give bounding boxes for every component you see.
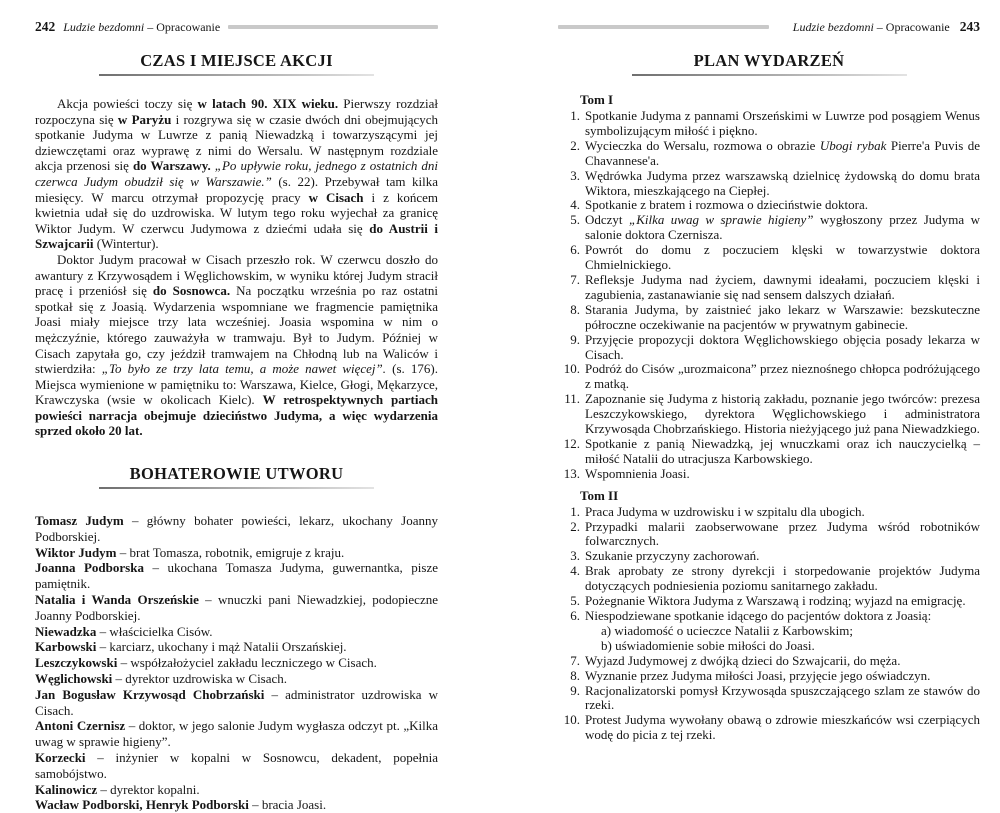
- character-item: [35, 687, 438, 719]
- text-run: W retrospektywnych partiach powieści narracja obejmuje dzieciństwo Judyma, a więc wydarzenia sprzed około 20 lat.: [35, 392, 438, 439]
- header-rule-left: [228, 25, 438, 29]
- plan-item: [558, 392, 980, 437]
- book-title-italic: Ludzie bezdomni: [792, 19, 874, 34]
- item-number: 7.: [570, 271, 580, 287]
- item-text: [585, 713, 980, 743]
- text-run: Korzecki: [35, 750, 86, 766]
- item-number: 6.: [570, 242, 580, 258]
- character-item: [35, 560, 438, 592]
- plan-item: [558, 713, 980, 743]
- paragraph: [35, 252, 438, 439]
- running-title-suffix: – Opracowanie: [873, 19, 950, 34]
- item-number: 9.: [570, 331, 580, 347]
- item-text: [585, 669, 980, 684]
- text-run: Powrót do domu z poczuciem klęski w towarzystwie doktora Chmielnickiego.: [585, 242, 980, 273]
- item-number: 12.: [563, 435, 580, 451]
- item-text-runs: [585, 466, 690, 481]
- item-text: [585, 333, 980, 363]
- character-item: [35, 782, 438, 798]
- item-text: [585, 505, 980, 520]
- plan-item: [558, 520, 980, 550]
- item-text-runs: [585, 712, 980, 742]
- text-run: Wycieczka do Wersalu, rozmowa o obrazie: [585, 137, 820, 153]
- text-run: Wędrówka Judyma przez warszawską dzielnicę żydowską do domu brata Wiktora, mieszkającego na Ciepłej.: [585, 167, 980, 198]
- plan-list-tom-2: [558, 505, 980, 744]
- character-item: [35, 718, 438, 750]
- text-run: Praca Judyma w uzdrowisku i w szpitalu dla ubogich.: [585, 503, 865, 519]
- item-text-runs: [585, 242, 980, 272]
- item-text-runs: [585, 436, 980, 466]
- character-item: [35, 655, 438, 671]
- running-head-right: [558, 20, 980, 34]
- text-run: Podróż do Cisów „urozmaicona” przez nieznośnego chłopca podróżującego z matką.: [585, 361, 980, 392]
- item-number: 2.: [570, 518, 580, 534]
- section-title-rule: [632, 74, 907, 76]
- plan-subitem: a) wiadomość o ucieczce Natalii z Karbowskim;: [601, 622, 853, 638]
- item-text-runs: [585, 668, 930, 683]
- item-number: 10.: [563, 361, 580, 377]
- page-right: [558, 20, 980, 743]
- item-text-runs: [585, 563, 980, 593]
- text-run: do Sosnowca.: [152, 283, 231, 299]
- plan-item: [558, 243, 980, 273]
- page-number-right: 243: [959, 19, 980, 34]
- item-text-runs: [585, 138, 980, 168]
- text-run: (Wintertur).: [93, 236, 159, 252]
- text-run: Wiktor Judym: [35, 544, 117, 560]
- text-run: (s. 22). Przebywał tam kilka miesięcy. W marcu otrzymał propozycję pracy: [35, 173, 438, 205]
- item-text: [585, 303, 980, 333]
- page-number-left: 242: [35, 19, 56, 34]
- plan-item: [558, 505, 980, 520]
- text-run: Leszczykowski: [35, 655, 118, 671]
- item-text-runs: [585, 519, 980, 549]
- plan-item: [558, 198, 980, 213]
- text-run: – dyrektor kopalni.: [97, 781, 200, 797]
- text-run: Węglichowski: [35, 671, 113, 687]
- text-run: do Warszawy.: [132, 158, 211, 174]
- text-run: Pierwszy rozdział rozpoczyna się: [35, 96, 438, 127]
- plan-item: [558, 169, 980, 199]
- section-title-czas-i-miejsce: CZAS I MIEJSCE AKCJI: [140, 51, 333, 70]
- text-run: Doktor Judym pracował w Cisach przeszło rok. W czerwcu doszło do awantury z Krzywosądem i Węglichowskim, w wyniku której Judym stracił pracę i przeniósł się: [35, 251, 438, 299]
- character-item: [35, 545, 438, 561]
- section-title-bohaterowie: BOHATEROWIE UTWORU: [129, 464, 344, 484]
- character-item: [35, 592, 438, 624]
- item-text-runs: [585, 302, 980, 332]
- item-number: 1.: [570, 108, 580, 123]
- item-number: 3.: [570, 167, 580, 183]
- plan-list-tom-1: [558, 109, 980, 482]
- plan-item: [558, 139, 980, 169]
- item-number: 11.: [564, 391, 580, 407]
- volume-label-tom-1: Tom I: [580, 92, 614, 107]
- item-number: 5.: [570, 593, 580, 609]
- section-paragraphs: [35, 96, 438, 439]
- text-run: do Austrii i Szwajcarii: [35, 220, 438, 252]
- section-title-rule: [99, 74, 374, 76]
- running-head-left: [35, 20, 438, 34]
- page-left: [35, 20, 438, 813]
- section-title-rule: [99, 487, 374, 489]
- character-item: [35, 639, 438, 655]
- item-text: [585, 609, 980, 654]
- text-run: – karciarz, ukochany i mąż Natalii Orszańskiej.: [96, 639, 347, 655]
- text-run: – brat Tomasza, robotnik, emigruje z kraju.: [116, 544, 345, 560]
- item-text-runs: [585, 197, 868, 212]
- item-text: [585, 213, 980, 243]
- character-item: [35, 624, 438, 640]
- text-run: Jan Bogusław Krzywosąd Chobrzański: [35, 686, 265, 702]
- header-rule-right: [558, 25, 769, 29]
- text-run: i z końcem kwietnia udał się do uzdrowiska. W lutym tego roku wyjechał za granicę Wiktor Judym. W czerwcu Judymowa z dziećmi udała się: [35, 189, 438, 236]
- item-text: [585, 109, 980, 139]
- item-text: [585, 467, 980, 482]
- character-item: [35, 513, 438, 545]
- text-run: Pierre'a Puvis de Chavannese'a.: [585, 137, 981, 168]
- item-text: [585, 654, 980, 669]
- item-text: [585, 549, 980, 564]
- item-text: [585, 520, 980, 550]
- text-run: Starania Judyma, by zaistnieć jako lekarz w Warszawie: bezskuteczne półroczne oczekiwanie na pacjentów w prywatnym gabinecie.: [585, 301, 980, 332]
- item-number: 13.: [563, 465, 580, 481]
- item-number: 5.: [570, 212, 580, 228]
- plan-item: [558, 362, 980, 392]
- character-list: [35, 513, 438, 813]
- text-run: Ubogi rybak: [819, 137, 887, 153]
- item-text-runs: [585, 504, 865, 519]
- item-text-runs: [585, 361, 980, 391]
- item-number: 10.: [563, 712, 580, 728]
- item-text: [585, 392, 980, 437]
- plan-item: [558, 213, 980, 243]
- item-number: 9.: [570, 682, 580, 698]
- item-text-runs: [585, 332, 980, 362]
- text-run: „To było ze trzy lata temu, a może nawet więcej”.: [101, 361, 387, 377]
- item-text: [585, 273, 980, 303]
- plan-item: [558, 437, 980, 467]
- text-run: w latach 90. XIX wieku.: [197, 96, 339, 111]
- text-run: Racjonalizatorski pomysł Krzywosąda spuszczającego szlam ze stawów do rzeki.: [585, 682, 980, 713]
- plan-item: [558, 549, 980, 564]
- text-run: – dyrektor uzdrowiska w Cisach.: [112, 671, 288, 687]
- item-number: 8.: [570, 667, 580, 683]
- text-run: – współzałożyciel zakładu leczniczego w Cisach.: [117, 655, 377, 671]
- text-run: Spotkanie Judyma z pannami Orszeńskimi w Luwrze pod posągiem Wenus symbolizującym miłość i piękno.: [585, 108, 980, 138]
- text-run: Akcja powieści toczy się: [57, 96, 198, 111]
- plan-item: [558, 109, 980, 139]
- item-text-runs: [585, 608, 931, 623]
- text-run: Szukanie przyczyny zachorowań.: [585, 548, 760, 564]
- text-run: – inżynier w kopalni w Sosnowcu, dekadent, popełnia samobójstwo.: [35, 750, 438, 781]
- text-run: Refleksje Judyma nad życiem, dawnymi ideałami, poczuciem klęski i zagubienia, zastanawianie się nad sensem dalszych działań.: [585, 271, 980, 302]
- item-number: 6.: [570, 608, 580, 623]
- text-run: Odczyt: [585, 212, 629, 228]
- character-item: [35, 671, 438, 687]
- text-run: Protest Judyma wywołany obawą o zdrowie mieszkańców wsi czerpiących wodę do picia z tej rzeki.: [585, 712, 980, 743]
- item-number: 4.: [570, 197, 580, 213]
- item-text-runs: [585, 391, 980, 436]
- item-text-runs: [585, 272, 980, 302]
- item-text-runs: [585, 683, 980, 713]
- item-text-runs: [585, 108, 980, 138]
- plan-subitem: b) uświadomienie sobie miłości do Joasi.: [601, 637, 815, 653]
- text-run: – ukochana Tomasza Judyma, guwernantka, pisze pamiętnik.: [35, 560, 438, 592]
- item-text: [585, 594, 980, 609]
- text-run: i rozgrywa się w czasie dwóch dni obejmujących spotkanie Judyma w Luwrze z panią Niewadzką i towarzyszącymi jej dziewczętami oraz wyprawę z nimi do Wersalu. W następnym rozdziale akcja przenosi się: [35, 111, 439, 174]
- text-run: „Po upływie roku, jednego z ostatnich dni czerwca Judym obudził się w Warszawie.”: [35, 158, 438, 189]
- text-run: Natalia i Wanda Orszeńskie: [35, 592, 199, 608]
- text-run: – bracia Joasi.: [248, 797, 327, 813]
- text-run: – administrator uzdrowiska w Cisach.: [35, 686, 438, 718]
- text-run: Wacław Podborski, Henryk Podborski: [35, 797, 249, 813]
- item-text: [585, 169, 980, 199]
- item-number: 1.: [570, 503, 580, 519]
- item-text-runs: [585, 212, 980, 242]
- item-number: 2.: [570, 137, 580, 153]
- plan-item: [558, 684, 980, 714]
- item-number: 8.: [570, 301, 580, 317]
- running-title-right: [793, 20, 950, 35]
- item-text-runs: [585, 593, 966, 608]
- plan-item: [558, 303, 980, 333]
- text-run: Tomasz Judym: [35, 513, 124, 529]
- item-number: 7.: [570, 652, 580, 668]
- text-run: – doktor, w jego salonie Judym wygłasza odczyt pt. „Kilka uwag w sprawie higieny”.: [35, 718, 438, 750]
- item-text-runs: [585, 168, 980, 198]
- item-text: [585, 564, 980, 594]
- text-run: Joanna Podborska: [35, 560, 144, 576]
- text-run: – wnuczki pani Niewadzkiej, podopieczne Joanny Podborskiej.: [35, 592, 438, 623]
- text-run: Wyznanie przez Judyma miłości Joasi, przyjęcie jego oświadczyn.: [585, 667, 931, 683]
- text-run: wygłoszony przez Judyma w salonie doktora Czernisza.: [585, 212, 980, 243]
- character-item: [35, 750, 438, 782]
- running-title-suffix: – Opracowanie: [144, 19, 221, 34]
- item-text-runs: [585, 548, 759, 563]
- item-text: [585, 684, 980, 714]
- text-run: Spotkanie z panią Niewadzką, jej wnuczkami oraz ich nauczycielką – miłość Natalii do utracjusza Karbowskiego.: [585, 435, 980, 466]
- plan-item: [558, 609, 980, 654]
- section-title-plan-wydarzen: PLAN WYDARZEŃ: [693, 51, 845, 70]
- plan-item: [558, 333, 980, 363]
- item-text-runs: [585, 653, 900, 668]
- text-run: (s. 176). Miejsca wymienione w pamiętniku to: Warszawa, Kielce, Głogi, Mękarzyce, Krawczyska (wsie w okolicach Kielc).: [35, 361, 438, 408]
- text-run: Wspomnienia Joasi.: [585, 465, 690, 481]
- text-run: Spotkanie z bratem i rozmowa o dzieciństwie doktora.: [585, 197, 869, 213]
- text-run: Antoni Czernisz: [35, 718, 126, 734]
- text-run: Niewadzka: [35, 623, 97, 639]
- text-run: – główny bohater powieści, lekarz, ukochany Joanny Podborskiej.: [35, 513, 438, 544]
- plan-item: [558, 564, 980, 594]
- text-run: Zapoznanie się Judyma z historią zakładu, poznanie jego twórców: prezesa Leszczykowskiego, dyrektora Węglichowskiego i administratora Krzywosąda Chobrzańskiego. Historia nieżyjącego już pana Niewadzkiego.: [585, 391, 980, 437]
- text-run: – właścicielka Cisów.: [96, 623, 213, 639]
- text-run: Niespodziewane spotkanie idącego do pacjentów doktora z Joasią:: [585, 608, 932, 623]
- text-run: Przypadki malarii zaobserwowane przez Judyma wśród robotników folwarcznych.: [585, 518, 980, 549]
- character-item: [35, 797, 438, 813]
- text-run: Kalinowicz: [35, 781, 98, 797]
- item-text: [585, 243, 980, 273]
- book-title-italic: Ludzie bezdomni: [63, 19, 145, 34]
- plan-item: [558, 467, 980, 482]
- item-text: [585, 362, 980, 392]
- text-run: Brak aprobaty ze strony dyrekcji i storpedowanie projektów Judyma dotyczących podniesienia poziomu sanitarnego zakładu.: [585, 563, 980, 594]
- plan-item: [558, 654, 980, 669]
- text-run: Pożegnanie Wiktora Judyma z Warszawą i rodziną; wyjazd na emigrację.: [585, 593, 966, 609]
- plan-item: [558, 273, 980, 303]
- plan-item: [558, 594, 980, 609]
- paragraph: [35, 96, 438, 252]
- subitem-list: [585, 624, 980, 654]
- text-run: Przyjęcie propozycji doktora Węglichowskiego objęcia posady lekarza w Cisach.: [585, 331, 980, 362]
- running-title-left: [63, 20, 220, 35]
- item-text: [585, 198, 980, 213]
- item-number: 4.: [570, 563, 580, 579]
- item-number: 3.: [570, 548, 580, 564]
- text-run: „Kilka uwag w sprawie higieny”: [628, 212, 814, 228]
- text-run: Karbowski: [35, 639, 97, 655]
- plan-item: [558, 669, 980, 684]
- text-run: w Paryżu: [117, 111, 172, 127]
- text-run: w Cisach: [308, 189, 364, 205]
- text-run: Na początku września po raz ostatni spotkał się z Joasią. Wydarzenia wspomniane we fragmencie pamiętnika Joasi miały miejsce trzy lata wcześniej. Joasia wspomina w nim o mężczyźnie, którego zauważyła w tramwaju. Był to Judym. Później w Cisach zapytała go, czy jeździł tramwajem na Chłodną lub na Waliców i stwierdziła:: [35, 283, 438, 377]
- item-text: [585, 437, 980, 467]
- item-text: [585, 139, 980, 169]
- text-run: Wyjazd Judymowej z dwójką dzieci do Szwajcarii, do męża.: [585, 652, 901, 668]
- volume-label-tom-2: Tom II: [580, 487, 619, 503]
